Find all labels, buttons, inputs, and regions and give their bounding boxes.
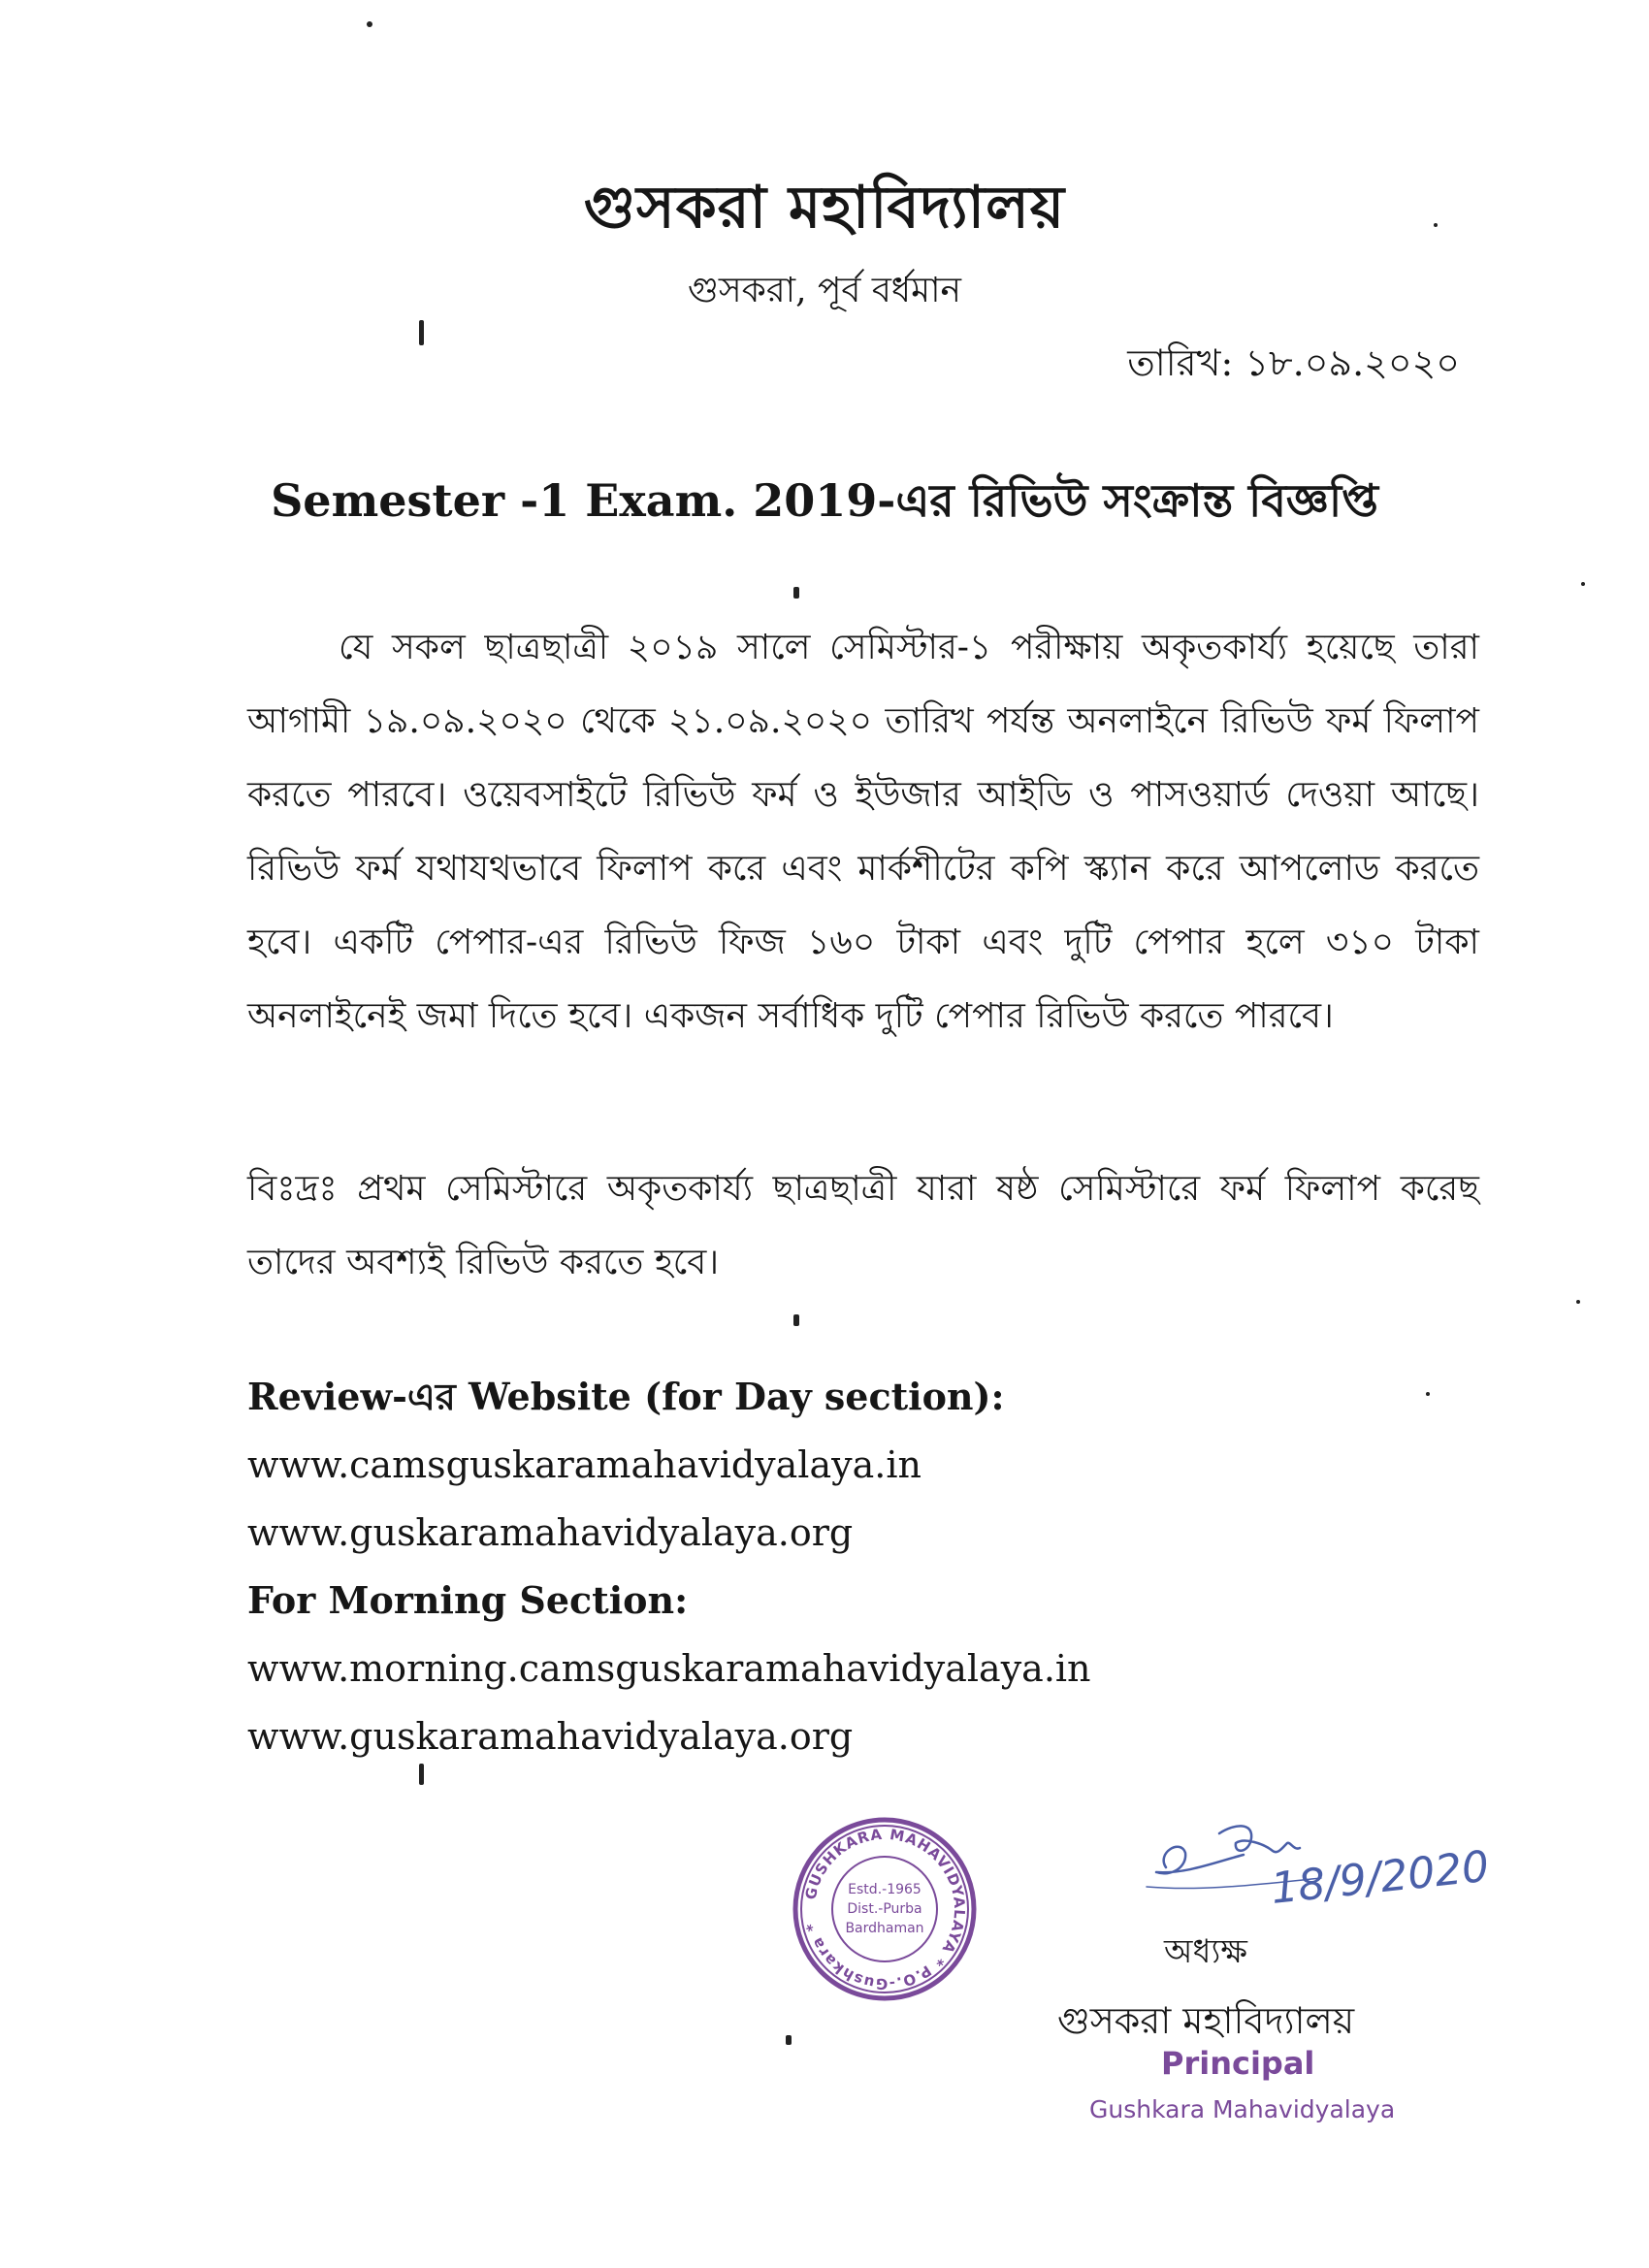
scan-speck: [786, 2035, 792, 2045]
college-address: গুসকরা, পূর্ব বর্ধমান: [687, 271, 962, 310]
college-title: গুসকরা মহাবিদ্যালয়: [583, 174, 1066, 242]
seal-line-1: Estd.-1965: [848, 1882, 922, 1897]
scan-speck: [419, 320, 424, 345]
stamp-principal-title: Principal: [1161, 2045, 1315, 2082]
notice-heading: Semester -1 Exam. 2019-এর রিভিউ সংক্রান্ত বিজ্ঞপ্তি: [271, 474, 1378, 527]
scan-speck: [793, 1314, 799, 1326]
scan-speck: [1576, 1300, 1580, 1304]
notice-date: তারিখ: ১৮.০৯.২০২০: [1127, 341, 1460, 384]
day-link-1[interactable]: www.camsguskaramahavidyalaya.in: [247, 1443, 922, 1486]
seal-ring-text: GUSHKARA MAHAVIDYALAYA * P.O.-Gushkara *: [801, 1825, 969, 1993]
scan-speck: [1434, 223, 1438, 227]
college-seal-stamp: [788, 1812, 982, 2006]
day-link-2[interactable]: www.guskaramahavidyalaya.org: [247, 1511, 854, 1554]
morning-section-label: For Morning Section:: [247, 1578, 689, 1622]
notice-body-paragraph: যে সকল ছাত্রছাত্রী ২০১৯ সালে সেমিস্টার-১ পরীক্ষায় অকৃতকার্য্য হয়েছে তারা আগামী ১৯.০৯.২০২০ থেকে ২১.০৯.২০২০ তারিখ পর্যন্ত অনলাইনে রিভিউ ফর্ম ফিলাপ করতে পারবে। ওয়েবসাইটে রিভিউ ফর্ম ও ইউজার আইডি ও পাসওয়ার্ড দেওয়া আছে। রিভিউ ফর্ম যথাযথভাবে ফিলাপ করে এবং মার্কশীটের কপি স্ক্যান করে আপলোড করতে হবে। একটি পেপার-এর রিভিউ ফিজ ১৬০ টাকা এবং দুটি পেপার হলে ৩১০ টাকা অনলাইনেই জমা দিতে হবে। একজন সর্বাধিক দুটি পেপার রিভিউ করতে পারবে।: [247, 628, 1479, 1036]
morning-link-1[interactable]: www.morning.camsguskaramahavidyalaya.in: [247, 1647, 1091, 1690]
seal-line-2: Dist.-Purba: [847, 1901, 922, 1917]
seal-line-3: Bardhaman: [845, 1921, 924, 1936]
scan-speck: [793, 587, 799, 599]
morning-link-2[interactable]: www.guskaramahavidyalaya.org: [247, 1715, 854, 1758]
handwritten-date: 18/9/2020: [1268, 1841, 1492, 1914]
stamp-college-name: Gushkara Mahavidyalaya: [1089, 2095, 1396, 2123]
notice-note-paragraph: বিঃদ্রঃ প্রথম সেমিস্টারে অকৃতকার্য্য ছাত্রছাত্রী যারা ষষ্ঠ সেমিস্টারে ফর্ম ফিলাপ করেছ তাদের অবশ্যই রিভিউ করতে হবে।: [247, 1169, 1479, 1282]
scan-speck: [367, 21, 372, 27]
scan-speck: [1426, 1392, 1430, 1396]
signatory-title: অধ্যক্ষ: [1164, 1932, 1247, 1971]
signatory-college: গুসকরা মহাবিদ্যালয়: [1057, 1999, 1355, 2042]
day-section-label: Review-এর Website (for Day section):: [247, 1375, 1005, 1418]
scan-speck: [419, 1764, 424, 1785]
website-section: [247, 1363, 1091, 1770]
scan-speck: [1581, 582, 1585, 586]
